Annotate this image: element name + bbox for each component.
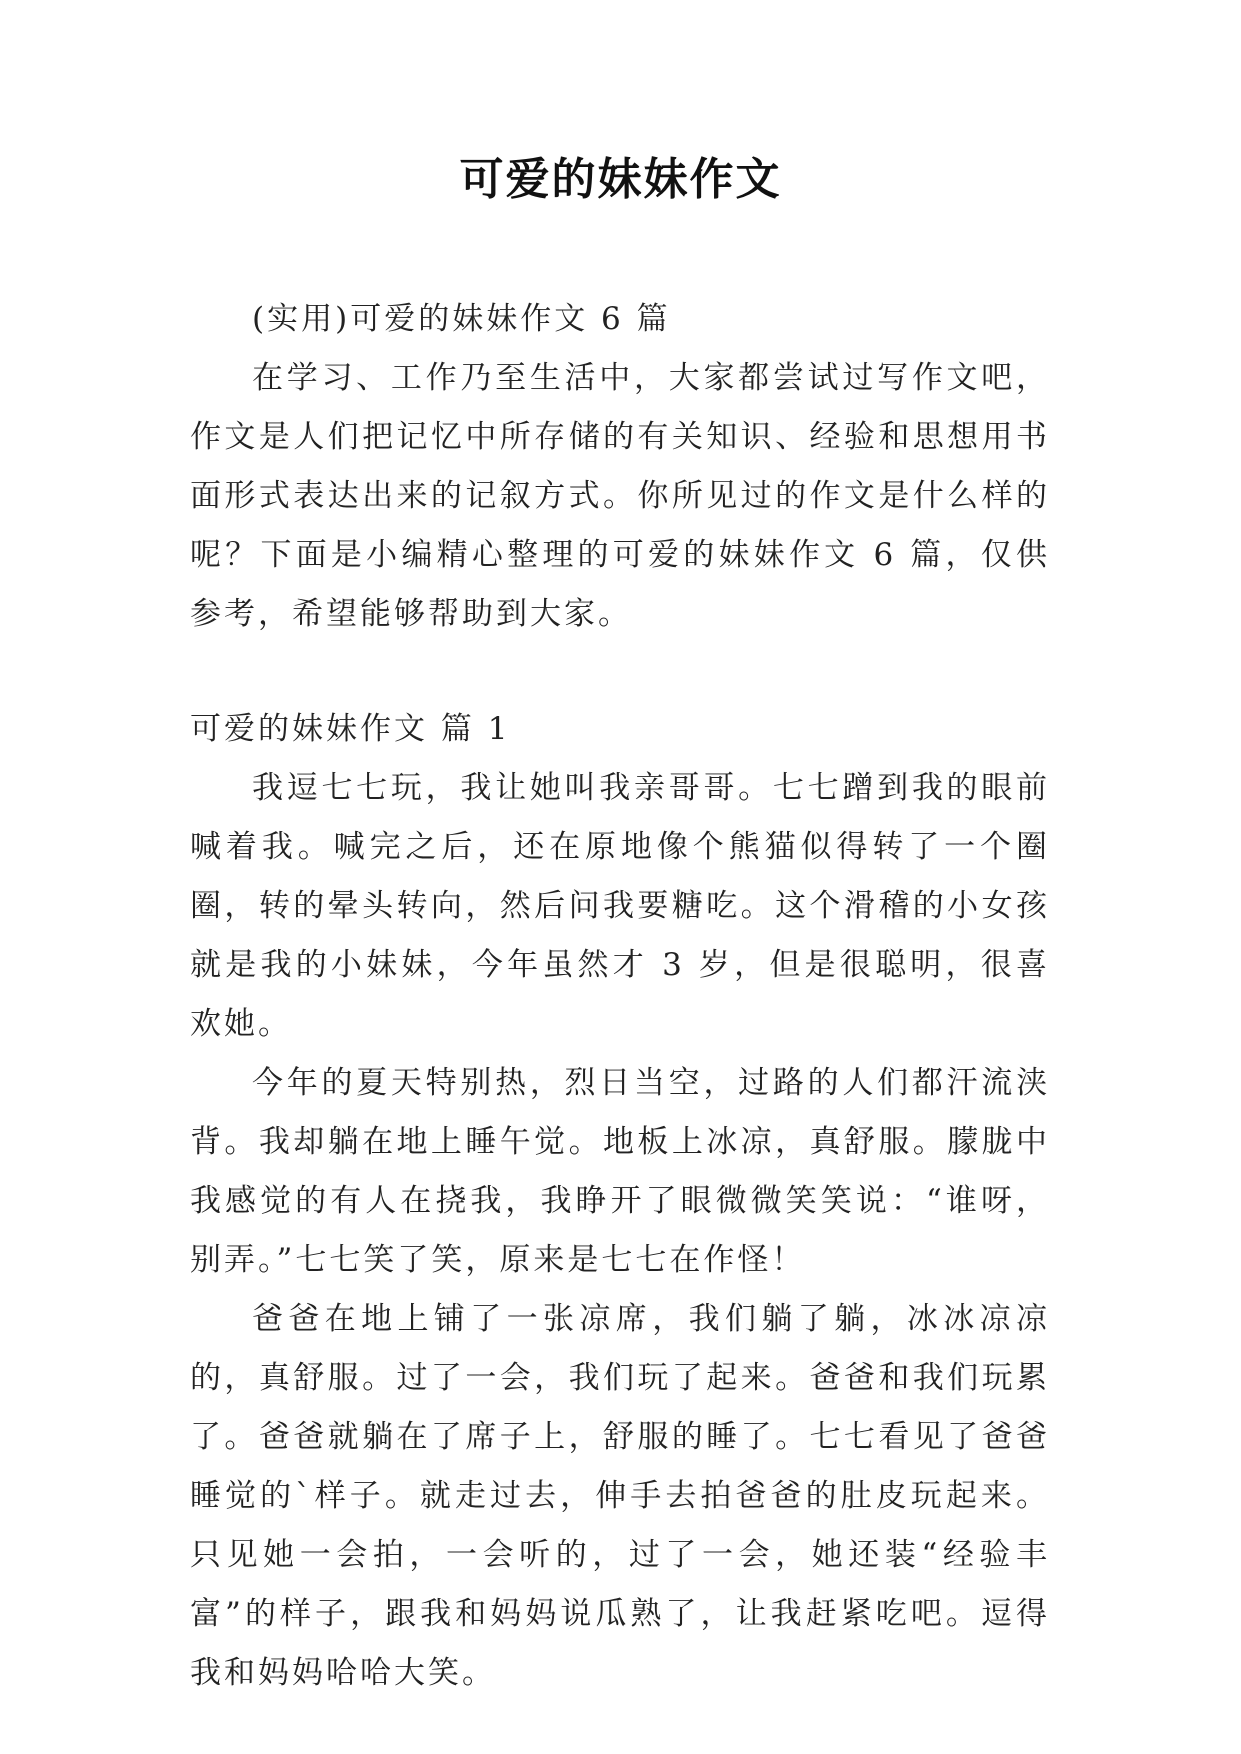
- body-paragraph: 爸爸在地上铺了一张凉席，我们躺了躺，冰冰凉凉的，真舒服。过了一会，我们玩了起来。爸爸和我们玩累了。爸爸就躺在了席子上，舒服的睡了。七七看见了爸爸睡觉的`样子。就走过去，伸手去拍爸爸的肚皮玩起来。只见她一会拍，一会听的，过了一会，她还装“经验丰富”的样子，跟我和妈妈说瓜熟了，让我赶紧吃吧。逗得我和妈妈哈哈大笑。: [190, 1301, 1050, 1691]
- intro-paragraph: 在学习、工作乃至生活中，大家都尝试过写作文吧，作文是人们把记忆中所存储的有关知识、经验和思想用书面形式表达出来的记叙方式。你所见过的作文是什么样的呢？下面是小编精心整理的可爱的妹妹作文 6 篇，仅供参考，希望能够帮助到大家。: [190, 360, 1050, 632]
- section-spacer: [190, 644, 1050, 700]
- body-paragraph: 今年的夏天特别热，烈日当空，过路的人们都汗流浃背。我却躺在地上睡午觉。地板上冰凉，真舒服。朦胧中我感觉的有人在挠我，我睁开了眼微微笑笑说：“谁呀，别弄。”七七笑了笑，原来是七七在作怪！: [190, 1065, 1050, 1278]
- document-title: 可爱的妹妹作文: [459, 154, 782, 205]
- document-subtitle: (实用)可爱的妹妹作文 6 篇: [252, 301, 671, 337]
- section-heading: 可爱的妹妹作文 篇 1: [190, 711, 511, 747]
- document-body: [190, 290, 1050, 1703]
- body-paragraph: 我逗七七玩，我让她叫我亲哥哥。七七蹭到我的眼前喊着我。喊完之后，还在原地像个熊猫似得转了一个圈圈，转的晕头转向，然后问我要糖吃。这个滑稽的小女孩就是我的小妹妹，今年虽然才 3 岁，但是很聪明，很喜欢她。: [190, 770, 1050, 1042]
